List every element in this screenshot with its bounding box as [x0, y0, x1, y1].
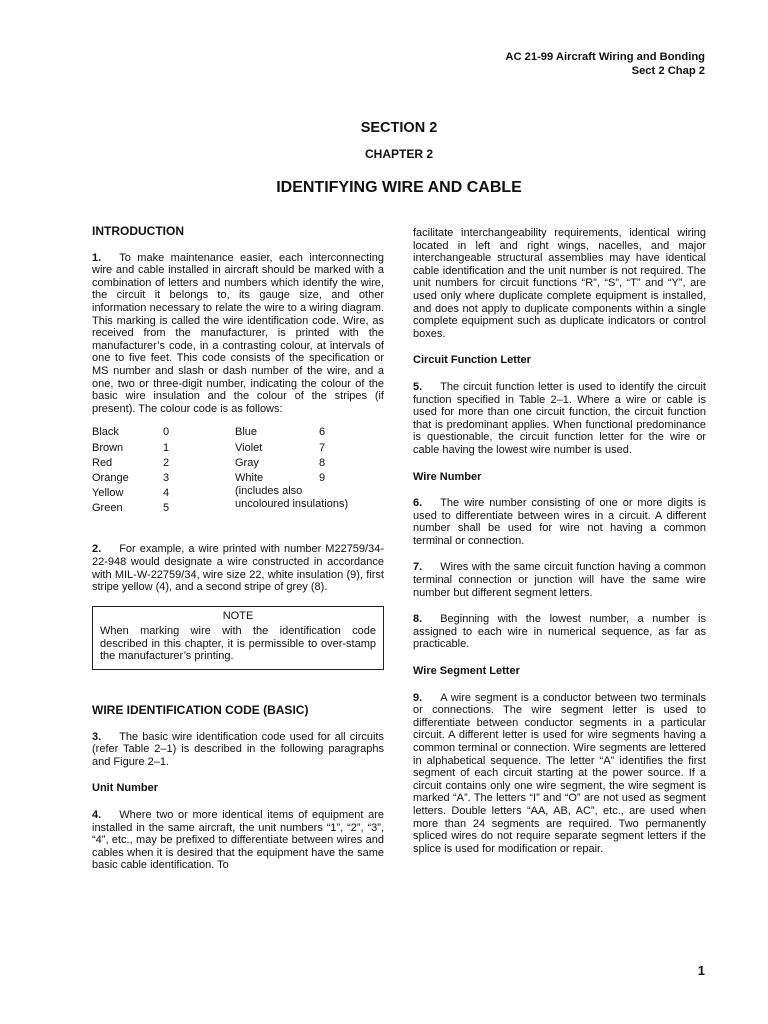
wire-segment-heading: Wire Segment Letter: [413, 665, 520, 678]
colour-name: Orange: [92, 471, 129, 484]
header-section-chapter: Sect 2 Chap 2: [631, 65, 705, 77]
paragraph-5: [413, 381, 706, 457]
chapter-title: CHAPTER 2: [364, 147, 433, 161]
paragraph-number: 6.: [413, 497, 423, 510]
colour-code: 8: [319, 456, 326, 469]
section-title: SECTION 2: [360, 120, 438, 136]
note-box: [92, 606, 384, 670]
paragraph-9: [413, 692, 706, 856]
colour-name: White: [235, 471, 264, 484]
colour-code: 9: [319, 471, 326, 484]
paragraph-text: Wires with the same circuit function having a common terminal connection or junction will have the same wire number but different segment letters.: [413, 561, 706, 599]
colour-code: 7: [319, 441, 326, 454]
colour-code: 6: [319, 426, 326, 439]
left-column: [92, 225, 384, 872]
paragraph-number: 5.: [413, 380, 423, 393]
continued-text: facilitate interchangeability requirements, identical wiring located in left and right wings, nacelles, and major interchangeable structural assemblies may have identical cable identification and the unit number is not required. The unit numbers for circuit functions “R”, “S”, “T” and “Y”, are used only where duplicate complete equipment is installed, and does not apply to duplicate components within a single complete equipment such as duplicate indicators or control boxes.: [413, 227, 706, 340]
paragraph-6: [413, 497, 706, 547]
running-header: [505, 50, 705, 78]
paragraph-text: The circuit function letter is used to identify the circuit function specified in Table 2–1. Where a wire or cable is used for more than one circuit function, the circuit function that is predominant applies. When functional predominance is questionable, the circuit function letter for the wire or cable having the lowest wire number is used.: [413, 380, 706, 456]
paragraph-text: The wire number consisting of one or more digits is used to differentiate between wires in a circuit. A different number shall be used for wire not having a common terminal or connection.: [413, 497, 706, 547]
paragraph-number: 9.: [413, 691, 423, 704]
colour-code: 5: [163, 502, 170, 515]
paragraph-text: Where two or more identical items of equipment are installed in the same aircraft, the unit numbers “1”, “2”, “3”, “4”, etc., may be prefixed to differentiate between wires and cables when it is desired that the equipment have the same basic cable identification. To: [92, 809, 384, 872]
white-insulation-note: [235, 485, 348, 511]
note-title: NOTE: [222, 609, 254, 622]
colour-name: Blue: [235, 426, 258, 439]
colour-code-table: [92, 425, 384, 515]
paragraph-8: [413, 613, 706, 651]
paragraph-number: 8.: [413, 613, 423, 626]
wire-number-heading: Wire Number: [413, 470, 482, 483]
colour-code: 1: [163, 441, 170, 454]
paragraph-text: A wire segment is a conductor between two terminals or connections. The wire segment letter is used to differentiate between conductor segments in a particular circuit. A different letter is used for wire segments having a common terminal or connection. Wire segments are lettered in alphabetical sequence. The letter “A” identifies the first segment of each circuit starting at the power source. If a circuit contains only one wire segment, the wire segment is marked “A”. The letters “I” and “O” are not used as segment letters. Double letters “AA, AB, AC”, etc., are used when more than 24 segments are required. Two permanently spliced wires do not require separate segment letters if the splice is used for modification or repair.: [413, 691, 706, 855]
paragraph-2: [92, 543, 384, 593]
paragraph-text: The basic wire identification code used for all circuits (refer Table 2–1) is described in the following paragraphs and Figure 2–1.: [92, 730, 384, 768]
right-column: [413, 227, 706, 855]
paragraph-7: [413, 561, 706, 599]
paragraph-text: For example, a wire printed with number M22759/34-22-948 would designate a wire constructed in accordance with MIL-W-22759/34, wire size 22, white insulation (9), first stripe yellow (4), and a second stripe of grey (8).: [92, 543, 384, 594]
paragraph-4: [92, 809, 384, 872]
paragraph-3: [92, 731, 384, 769]
colour-name: Green: [92, 502, 123, 515]
colour-code: 4: [163, 487, 170, 500]
page-title: IDENTIFYING WIRE AND CABLE: [276, 179, 522, 196]
colour-name: Gray: [235, 456, 259, 469]
paragraph-number: 3.: [92, 730, 102, 743]
paragraph-number: 1.: [92, 251, 102, 264]
note-text: When marking wire with the identification code described in this chapter, it is permissible to over-stamp the manufacturer’s printing.: [100, 625, 376, 663]
paragraph-text: To make maintenance easier, each interconnecting wire and cable installed in aircraft should be marked with a combination of letters and numbers which identify the wire, the circuit it belongs to, its gauge size, and other information necessary to relate the wire to a wiring diagram. This marking is called the wire identification code. Wire, as received from the manufacturer, is printed with the manufacturer’s code, in a contrasting colour, at intervals of one to five feet. This code consists of the specification or MS number and slash or dash number of the wire, and a one, two or three-digit number, indicating the colour of the basic wire insulation and the colour of the stripes (if present). The colour code is as follows:: [92, 251, 384, 415]
paragraph-number: 4.: [92, 809, 102, 822]
header-doc-title: AC 21-99 Aircraft Wiring and Bonding: [505, 51, 705, 63]
circuit-function-heading: Circuit Function Letter: [413, 354, 531, 367]
paragraph-number: 2.: [92, 543, 102, 556]
colour-name: Yellow: [92, 487, 124, 500]
paragraph-1: [92, 252, 384, 416]
colour-code: 0: [163, 426, 170, 439]
paragraph-text: Beginning with the lowest number, a number is assigned to each wire in numerical sequence, as far as practicable.: [413, 613, 706, 651]
colour-code: 3: [163, 471, 170, 484]
page-number: 1: [697, 963, 705, 978]
basic-code-heading: WIRE IDENTIFICATION CODE (BASIC): [92, 703, 309, 718]
colour-name: Red: [92, 456, 113, 469]
introduction-heading: INTRODUCTION: [92, 224, 184, 238]
unit-number-heading: Unit Number: [92, 782, 158, 795]
white-note-line: (includes also: [235, 485, 303, 498]
white-note-line: uncoloured insulations): [235, 498, 349, 511]
colour-code: 2: [163, 456, 170, 469]
colour-name: Black: [92, 426, 119, 439]
colour-name: Violet: [235, 441, 263, 454]
colour-name: Brown: [92, 441, 124, 454]
paragraph-number: 7.: [413, 561, 423, 574]
